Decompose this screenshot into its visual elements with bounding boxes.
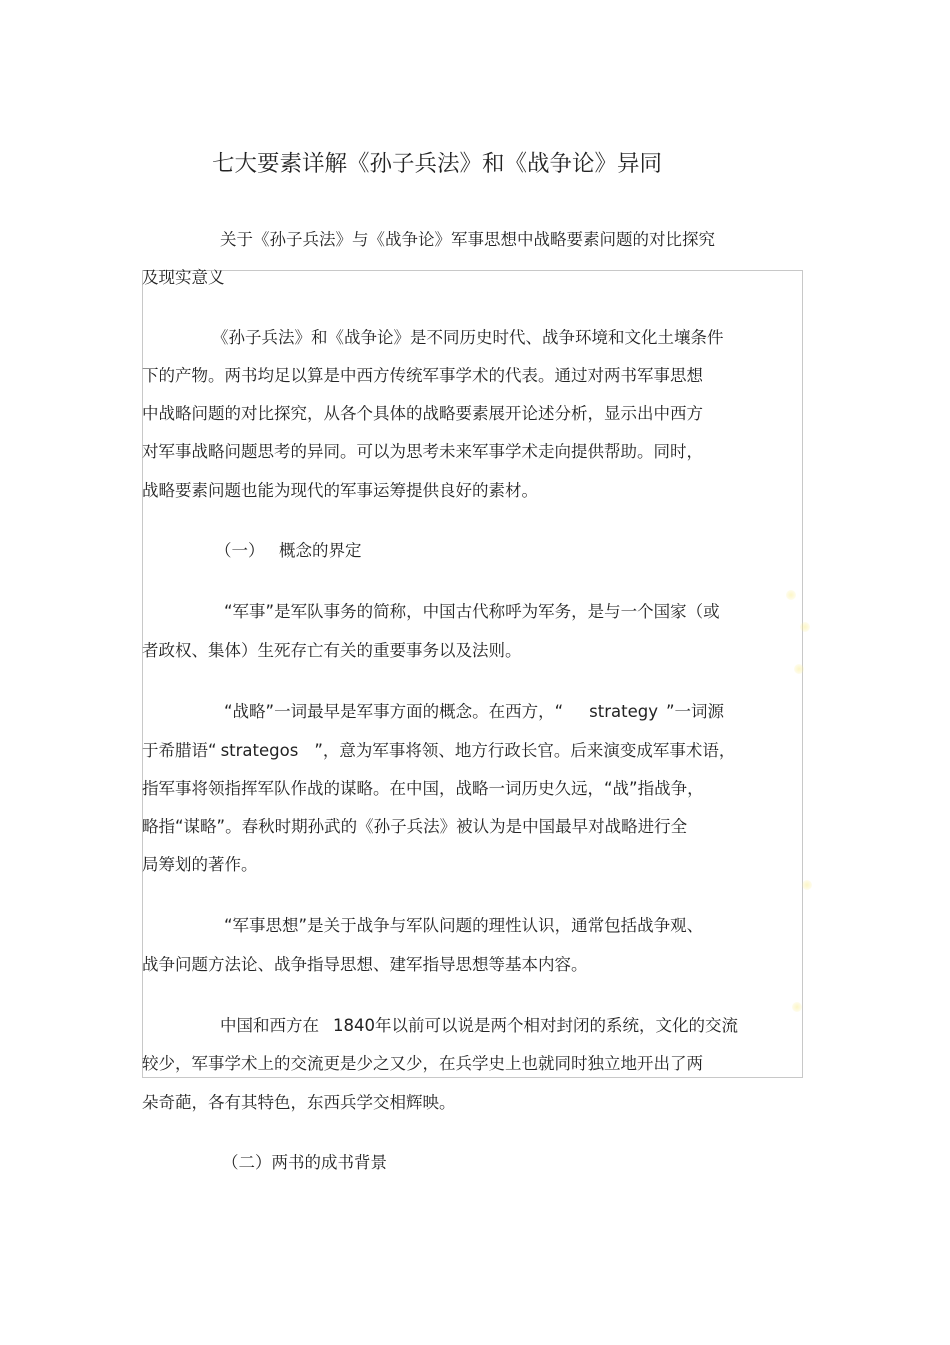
intro-line-3: 中战略问题的对比探究，从各个具体的战略要素展开论述分析，显示出中西方 bbox=[142, 404, 703, 423]
decorative-glow bbox=[802, 880, 812, 890]
decorative-glow bbox=[792, 1002, 802, 1012]
intro-line-2: 下的产物。两书均足以算是中西方传统军事学术的代表。通过对两书军事思想 bbox=[142, 366, 703, 385]
year-1840: 1840 bbox=[333, 1016, 375, 1035]
intro-line-5: 战略要素问题也能为现代的军事运筹提供良好的素材。 bbox=[142, 481, 538, 500]
para-zhanlue-line-4: 略指“谋略”。春秋时期孙武的《孙子兵法》被认为是中国最早对战略进行全 bbox=[142, 817, 688, 836]
subtitle-line-1: 关于《孙子兵法》与《战争论》军事思想中战略要素问题的对比探究 bbox=[220, 230, 715, 249]
para-zhanlue-line-2 bbox=[142, 740, 735, 762]
para-zhanlue-text-a: “战略”一词最早是军事方面的概念。在西方，“ bbox=[224, 702, 564, 721]
page-title: 七大要素详解《孙子兵法》和《战争论》异同 bbox=[212, 151, 663, 177]
para-west-line-3: 朵奇葩，各有其特色，东西兵学交相辉映。 bbox=[142, 1093, 456, 1112]
decorative-glow bbox=[794, 664, 804, 674]
strategy-term: strategy bbox=[589, 702, 658, 721]
para-west-text-b: 年以前可以说是两个相对封闭的系统，文化的交流 bbox=[375, 1016, 738, 1035]
intro-line-1: 《孙子兵法》和《战争论》是不同历史时代、战争环境和文化土壤条件 bbox=[212, 328, 724, 347]
para-zhanlue-line-1 bbox=[224, 701, 724, 723]
para-west-line-2: 较少，军事学术上的交流更是少之又少，在兵学史上也就同时独立地开出了两 bbox=[142, 1054, 703, 1073]
para-zhanlue-line-3: 指军事将领指挥军队作战的谋略。在中国，战略一词历史久远，“战”指战争， bbox=[142, 779, 704, 798]
section1-number: （一） bbox=[215, 541, 265, 560]
subtitle-line-2: 及现实意义 bbox=[142, 268, 225, 287]
section1-title: 概念的界定 bbox=[279, 541, 362, 560]
para-zhanlue-text-d: ”，意为军事将领、地方行政长官。后来演变成军事术语， bbox=[314, 741, 736, 760]
strategos-term: strategos bbox=[220, 741, 299, 760]
decorative-glow bbox=[800, 622, 810, 632]
para-zhanlue-line-5: 局筹划的著作。 bbox=[142, 855, 258, 874]
para-west-line-1 bbox=[220, 1015, 738, 1037]
para-west-text-a: 中国和西方在 bbox=[220, 1016, 319, 1035]
para-zhanlue-text-c: 于希腊语“ bbox=[142, 741, 217, 760]
para-sixiang-line-1: “军事思想”是关于战争与军队问题的理性认识，通常包括战争观、 bbox=[224, 916, 704, 935]
para-zhanlue-text-b: ”一词源 bbox=[665, 702, 725, 721]
para-junshi-line-1: “军事”是军队事务的简称，中国古代称呼为军务，是与一个国家（或 bbox=[224, 602, 720, 621]
section2-title: （二）两书的成书背景 bbox=[222, 1153, 387, 1172]
para-sixiang-line-2: 战争问题方法论、战争指导思想、建军指导思想等基本内容。 bbox=[142, 955, 588, 974]
decorative-glow bbox=[786, 590, 796, 600]
para-junshi-line-2: 者政权、集体）生死存亡有关的重要事务以及法则。 bbox=[142, 641, 522, 660]
intro-line-4: 对军事战略问题思考的异同。可以为思考未来军事学术走向提供帮助。同时， bbox=[142, 442, 703, 461]
